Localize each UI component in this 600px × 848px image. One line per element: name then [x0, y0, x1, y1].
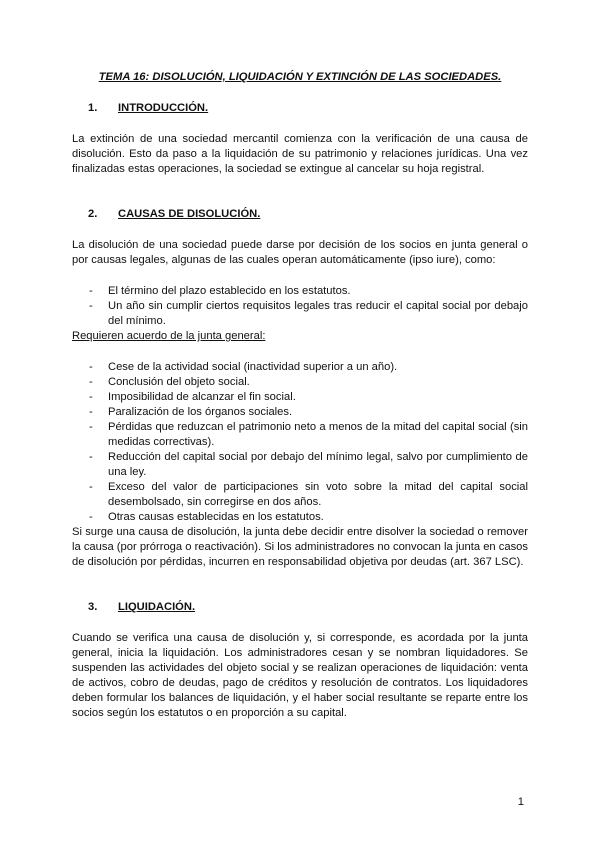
document-title: TEMA 16: DISOLUCIÓN, LIQUIDACIÓN Y EXTINCIÓN DE LAS SOCIEDADES.: [98, 71, 502, 83]
section-number: 3.: [88, 601, 98, 613]
list-item: - Pérdidas que reduzcan el patrimonio neto a menos de la mitad del capital social (sin medidas correctivas).: [72, 420, 528, 450]
list-item: - Otras causas establecidas en los estatutos.: [72, 510, 528, 525]
paragraph-liquidacion: Cuando se verifica una causa de disolución y, si corresponde, es acordada por la junta general, inicia la liquidación. Los administradores cesan y se nombran liquidadores. Se suspenden las actividades del objeto social y se realizan operaciones de liquidación: venta de activos, cobro de deudas, pago de créditos y resolución de contratos. Los liquidadores deben formular los balances de liquidación, y el haber social resultante se reparte entre los socios según los estatutos o en proporción a su capital.: [72, 632, 528, 719]
section-heading-causas: [72, 207, 528, 222]
list-item: - Un año sin cumplir ciertos requisitos legales tras reducir el capital social por debajo del mínimo.: [72, 299, 528, 329]
section-number: 1.: [88, 102, 98, 114]
page-number: 1: [517, 796, 524, 808]
paragraph-causas-cierre: Si surge una causa de disolución, la junta debe decidir entre disolver la sociedad o remover la causa (por prórroga o reactivación). Si los administradores no convocan la junta en casos de disolución por pérdidas, incurren en responsabilidad objetiva por deudas (art. 367 LSC).: [72, 526, 528, 568]
paragraph-causas: La disolución de una sociedad puede darse por decisión de los socios en junta general o por causas legales, algunas de las cuales operan automáticamente (ipso iure), como:: [72, 239, 528, 266]
list-item: - Exceso del valor de participaciones sin voto sobre la mitad del capital social desembolsado, sin corregirse en dos años.: [72, 480, 528, 510]
list-item: - Cese de la actividad social (inactividad superior a un año).: [72, 360, 528, 375]
subheading-junta-general: Requieren acuerdo de la junta general:: [72, 330, 266, 342]
section-title: INTRODUCCIÓN.: [118, 102, 209, 114]
list-item: - El término del plazo establecido en los estatutos.: [72, 284, 528, 299]
list-item: - Imposibilidad de alcanzar el fin social.: [72, 390, 528, 405]
section-number: 2.: [88, 208, 98, 220]
section-title: CAUSAS DE DISOLUCIÓN.: [118, 208, 261, 220]
list-causas-legales: [72, 284, 528, 329]
paragraph-introduccion: La extinción de una sociedad mercantil comienza con la verificación de una causa de disolución. Esto da paso a la liquidación de su patrimonio y relaciones jurídicas. Una vez finalizadas estas operaciones, la sociedad se extingue al cancelar su hoja registral.: [72, 133, 528, 175]
list-item: - Paralización de los órganos sociales.: [72, 405, 528, 420]
section-heading-liquidacion: [72, 600, 528, 615]
section-title: LIQUIDACIÓN.: [118, 601, 196, 613]
list-item: - Conclusión del objeto social.: [72, 375, 528, 390]
list-causas-junta: [72, 360, 528, 525]
list-item: - Reducción del capital social por debajo del mínimo legal, salvo por cumplimiento de una ley.: [72, 450, 528, 480]
document-page: [72, 70, 528, 721]
section-heading-introduccion: [72, 101, 528, 116]
